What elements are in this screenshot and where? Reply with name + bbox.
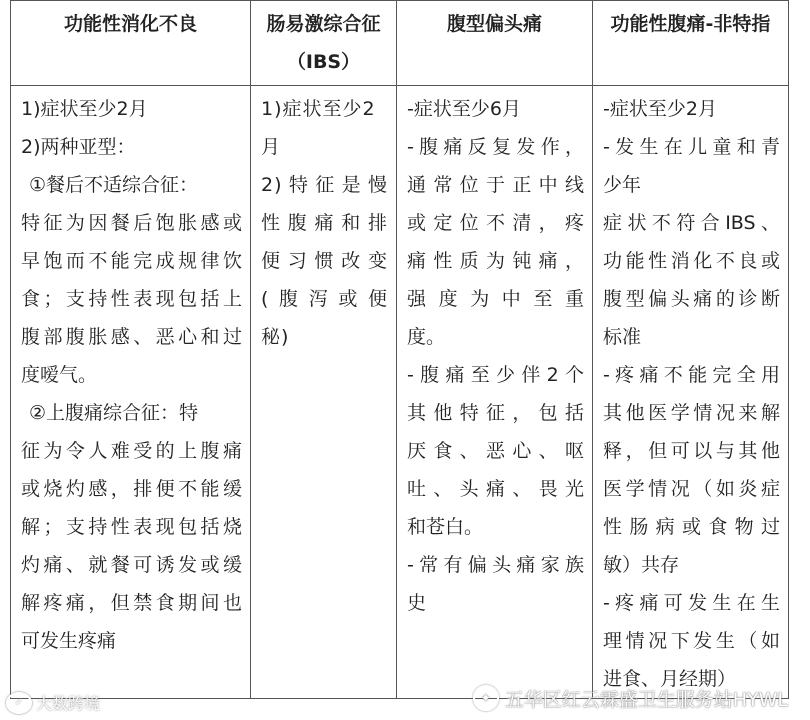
text-line: 便习惯改变	[261, 250, 388, 272]
text-line: 释，但可以与其他	[603, 440, 780, 462]
text-line: 理情况下发生（如	[603, 630, 780, 652]
watermark-text: 五华区红云霖盛卫生服务站HYWL	[504, 688, 788, 711]
table-body-row	[11, 86, 789, 699]
text-line: 食；支持性表现包括上	[21, 288, 242, 310]
watermark	[473, 684, 788, 712]
text-line: 腹部腹胀感、恶心和过	[21, 326, 242, 348]
text-line: 度嗳气。	[21, 364, 98, 386]
text-line: 可发生疼痛	[21, 630, 117, 652]
table-header-row	[11, 1, 789, 86]
text-line: ②上腹痛综合征：特	[29, 402, 199, 424]
header-functional-dyspepsia: 功能性消化不良	[11, 1, 251, 86]
text-line: -常有偏头痛家族	[407, 554, 584, 576]
logo-text: 大数跨境	[36, 694, 101, 713]
cell-ibs	[251, 86, 397, 699]
logo-icon: ✓	[6, 692, 32, 714]
text-line: 标准	[603, 326, 642, 348]
header-functional-abdominal-pain-nos: 功能性腹痛-非特指	[593, 1, 789, 86]
text-line: 1)症状至少2	[261, 98, 376, 120]
text-line: 通常位于正中线	[407, 174, 584, 196]
text-line: 征为令人难受的上腹痛	[21, 440, 242, 462]
text-line: 症状不符合IBS、	[603, 212, 780, 234]
text-line: 性肠病或食物过	[603, 516, 780, 538]
text-line: 早饱而不能完成规律饮	[21, 250, 242, 272]
text-line: 性腹痛和排	[261, 212, 388, 234]
text-line: 2)特征是慢	[261, 174, 388, 196]
corner-logo	[6, 691, 100, 714]
wechat-icon: ✦	[473, 685, 499, 711]
text-line: 功能性消化不良或	[603, 250, 780, 272]
text-line: 吐、头痛、畏光	[407, 478, 584, 500]
text-line: 进食、月经期）	[603, 668, 737, 690]
text-line: 其他医学情况来解	[603, 402, 780, 424]
text-line: -疼痛不能完全用	[603, 364, 780, 386]
text-line: 或烧灼感，排便不能缓	[21, 478, 242, 500]
text-line: -疼痛可发生在生	[603, 592, 780, 614]
text-line: ①餐后不适综合征：	[29, 174, 199, 196]
text-line: 灼痛、就餐可诱发或缓	[21, 554, 242, 576]
header-ibs: 肠易激综合征（IBS）	[251, 1, 397, 86]
text-line: 少年	[603, 174, 642, 196]
text-line: 腹型偏头痛的诊断	[603, 288, 780, 310]
text-line: 月	[261, 136, 282, 158]
cell-functional-abdominal-pain-nos	[593, 86, 789, 699]
text-line: -腹痛反复发作，	[407, 136, 584, 158]
text-line: 厌食、恶心、呕	[407, 440, 584, 462]
cell-abdominal-migraine	[397, 86, 593, 699]
comparison-table	[10, 0, 789, 699]
text-line: 其他特征，包括	[407, 402, 584, 424]
text-line: 强度为中至重	[407, 288, 584, 310]
text-line: 特征为因餐后饱胀感或	[21, 212, 242, 234]
text-line: 痛性质为钝痛，	[407, 250, 584, 272]
cell-functional-dyspepsia	[11, 86, 251, 699]
text-line: 解疼痛，但禁食期间也	[21, 592, 242, 614]
text-line: 2)两种亚型：	[21, 136, 136, 158]
text-line: 1)症状至少2月	[21, 98, 148, 120]
text-line: (腹泻或便	[261, 288, 388, 310]
text-line: 或定位不清，疼	[407, 212, 584, 234]
header-abdominal-migraine: 腹型偏头痛	[397, 1, 593, 86]
text-line: 解；支持性表现包括烧	[21, 516, 242, 538]
text-line: 度。	[407, 326, 446, 348]
text-line: 秘)	[261, 326, 290, 348]
text-line: -症状至少6月	[407, 98, 521, 120]
text-line: 和苍白。	[407, 516, 484, 538]
text-line: -症状至少2月	[603, 98, 717, 120]
text-line: -发生在儿童和青	[603, 136, 780, 158]
text-line: -腹痛至少伴2个	[407, 364, 584, 386]
text-line: 敏）共存	[603, 554, 680, 576]
text-line: 医学情况（如炎症	[603, 478, 780, 500]
text-line: 史	[407, 592, 427, 614]
